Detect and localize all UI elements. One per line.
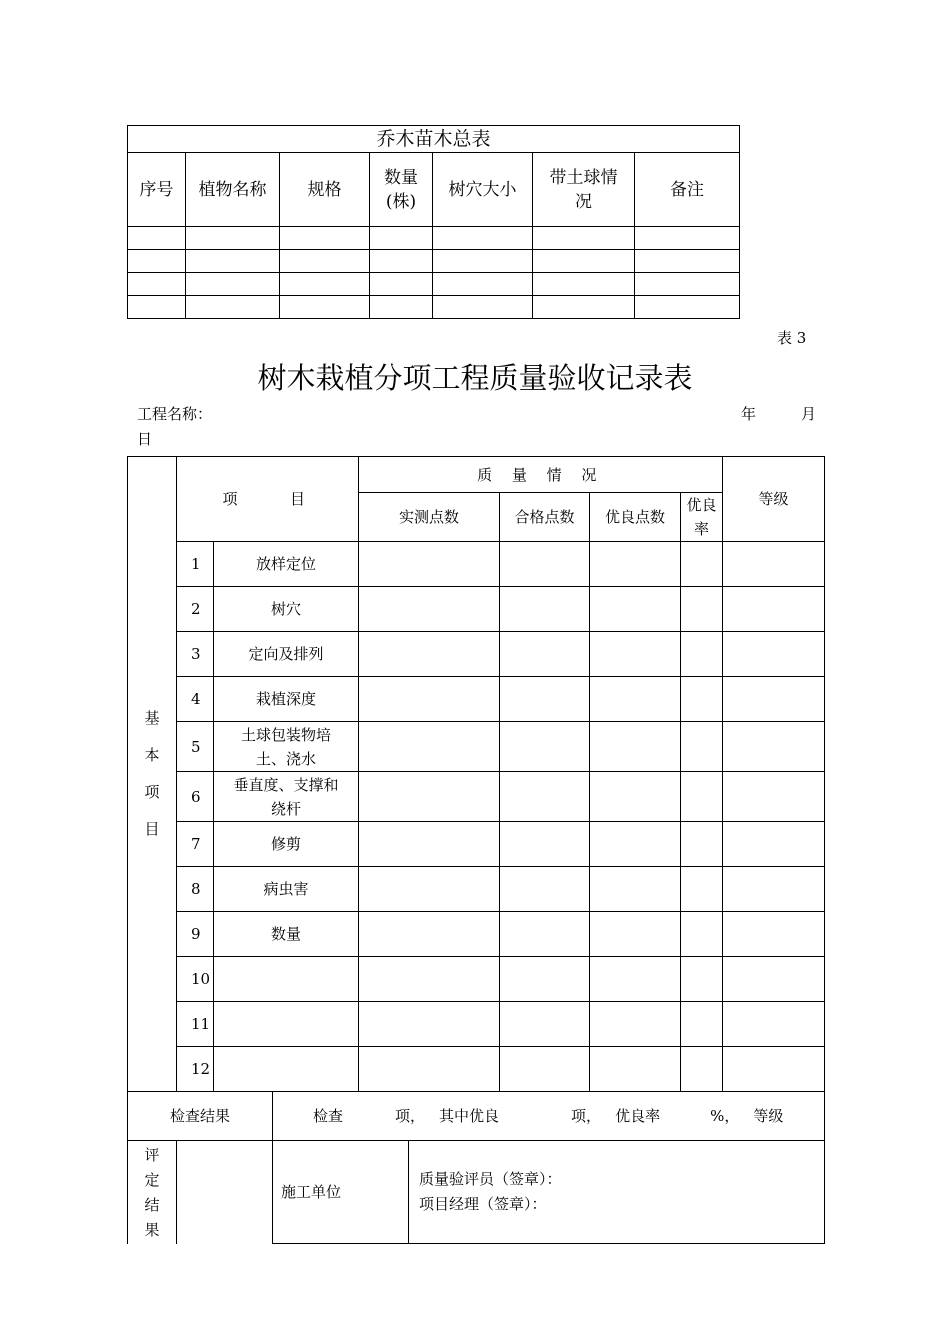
table-cell[interactable] bbox=[280, 273, 370, 296]
table-cell[interactable] bbox=[590, 912, 681, 957]
header-serial-no: 序号 bbox=[128, 153, 186, 227]
grade-header: 等级 bbox=[723, 457, 825, 542]
table-cell[interactable] bbox=[500, 957, 590, 1002]
item-name[interactable] bbox=[214, 1047, 359, 1092]
table-cell[interactable] bbox=[723, 957, 825, 1002]
table-cell[interactable] bbox=[590, 822, 681, 867]
table-cell[interactable] bbox=[681, 722, 723, 772]
evaluation-label: 评定结果 bbox=[128, 1141, 177, 1244]
table-cell[interactable] bbox=[723, 722, 825, 772]
table-cell[interactable] bbox=[280, 250, 370, 273]
table-cell[interactable] bbox=[500, 867, 590, 912]
table-cell[interactable] bbox=[681, 867, 723, 912]
table-cell[interactable] bbox=[128, 296, 186, 319]
table-cell[interactable] bbox=[681, 912, 723, 957]
tree-seedling-summary-table bbox=[127, 125, 740, 319]
item-name: 数量 bbox=[214, 912, 359, 957]
table-cell[interactable] bbox=[359, 542, 500, 587]
table-cell[interactable] bbox=[359, 1002, 500, 1047]
inspector-signature-label: 质量验评员（签章）： bbox=[419, 1170, 562, 1188]
item-no: 2 bbox=[177, 587, 214, 632]
table-cell[interactable] bbox=[500, 677, 590, 722]
table-cell[interactable] bbox=[359, 677, 500, 722]
table-cell[interactable] bbox=[723, 542, 825, 587]
date-year-label: 年 bbox=[741, 405, 757, 423]
item-name: 土球包装物培土、浇水 bbox=[214, 722, 359, 772]
table-cell[interactable] bbox=[590, 1047, 681, 1092]
table-cell[interactable] bbox=[433, 227, 533, 250]
table-cell[interactable] bbox=[590, 542, 681, 587]
table-cell[interactable] bbox=[370, 250, 433, 273]
subheader-qualified-points: 合格点数 bbox=[500, 493, 590, 542]
item-no: 10 bbox=[177, 957, 214, 1002]
table-cell[interactable] bbox=[635, 250, 740, 273]
subheader-excellent-points: 优良点数 bbox=[590, 493, 681, 542]
quality-header: 质 量 情 况 bbox=[359, 457, 723, 493]
date-month-label: 月 bbox=[801, 405, 817, 423]
header-soil-ball: 带土球情况 bbox=[533, 153, 635, 227]
table-cell[interactable] bbox=[128, 250, 186, 273]
item-no: 8 bbox=[177, 867, 214, 912]
table-cell[interactable] bbox=[635, 296, 740, 319]
table-cell[interactable] bbox=[280, 296, 370, 319]
table-cell[interactable] bbox=[723, 912, 825, 957]
item-name[interactable] bbox=[214, 1002, 359, 1047]
table-cell[interactable] bbox=[533, 273, 635, 296]
table-cell[interactable] bbox=[500, 912, 590, 957]
item-name: 垂直度、支撑和绕杆 bbox=[214, 772, 359, 822]
table-cell[interactable] bbox=[370, 273, 433, 296]
table-cell[interactable] bbox=[723, 772, 825, 822]
table-cell[interactable] bbox=[359, 632, 500, 677]
item-name: 栽植深度 bbox=[214, 677, 359, 722]
table-cell[interactable] bbox=[533, 250, 635, 273]
table-cell[interactable] bbox=[500, 722, 590, 772]
item-no: 12 bbox=[177, 1047, 214, 1092]
table-cell[interactable] bbox=[681, 772, 723, 822]
table-cell[interactable] bbox=[500, 587, 590, 632]
table-cell[interactable] bbox=[500, 1002, 590, 1047]
table-cell[interactable] bbox=[723, 1002, 825, 1047]
check-result-text: 检查 项， 其中优良 项， 优良率 %， 等级 bbox=[273, 1092, 825, 1141]
header-pit-size: 树穴大小 bbox=[433, 153, 533, 227]
table-cell[interactable] bbox=[359, 772, 500, 822]
item-name: 病虫害 bbox=[214, 867, 359, 912]
table-cell[interactable] bbox=[186, 227, 280, 250]
item-name: 定向及排列 bbox=[214, 632, 359, 677]
table-cell[interactable] bbox=[723, 587, 825, 632]
table-cell[interactable] bbox=[128, 273, 186, 296]
table-cell[interactable] bbox=[359, 1047, 500, 1092]
table-cell[interactable] bbox=[590, 632, 681, 677]
table-cell[interactable] bbox=[681, 632, 723, 677]
table-cell[interactable] bbox=[590, 677, 681, 722]
table-cell[interactable] bbox=[186, 273, 280, 296]
header-remarks: 备注 bbox=[635, 153, 740, 227]
signature-block bbox=[409, 1141, 825, 1244]
construction-unit-label: 施工单位 bbox=[273, 1141, 409, 1244]
table-cell[interactable] bbox=[359, 867, 500, 912]
table-cell[interactable] bbox=[681, 957, 723, 1002]
project-name-label: 工程名称： bbox=[137, 405, 213, 423]
table-cell[interactable] bbox=[723, 677, 825, 722]
date-day-label: 日 bbox=[137, 430, 153, 448]
evaluation-cell[interactable] bbox=[177, 1141, 273, 1244]
table-cell[interactable] bbox=[500, 542, 590, 587]
header-quantity: 数量(株) bbox=[370, 153, 433, 227]
table-cell[interactable] bbox=[590, 722, 681, 772]
record-title: 树木栽植分项工程质量验收记录表 bbox=[257, 361, 693, 395]
table-cell[interactable] bbox=[500, 1047, 590, 1092]
table-cell[interactable] bbox=[681, 1002, 723, 1047]
item-name[interactable] bbox=[214, 957, 359, 1002]
item-no: 3 bbox=[177, 632, 214, 677]
table-cell[interactable] bbox=[280, 227, 370, 250]
table-cell[interactable] bbox=[590, 957, 681, 1002]
item-no: 6 bbox=[177, 772, 214, 822]
table-cell[interactable] bbox=[635, 227, 740, 250]
manager-signature-label: 项目经理（签章）： bbox=[419, 1195, 547, 1213]
quality-acceptance-table bbox=[127, 456, 825, 1244]
table-cell[interactable] bbox=[370, 227, 433, 250]
item-no: 4 bbox=[177, 677, 214, 722]
header-plant-name: 植物名称 bbox=[186, 153, 280, 227]
table-cell[interactable] bbox=[590, 587, 681, 632]
table-cell[interactable] bbox=[635, 273, 740, 296]
table-cell[interactable] bbox=[681, 542, 723, 587]
table-cell[interactable] bbox=[723, 632, 825, 677]
item-name: 树穴 bbox=[214, 587, 359, 632]
table-cell[interactable] bbox=[681, 587, 723, 632]
table-cell[interactable] bbox=[723, 822, 825, 867]
item-no: 11 bbox=[177, 1002, 214, 1047]
item-no: 7 bbox=[177, 822, 214, 867]
table-cell[interactable] bbox=[590, 867, 681, 912]
table-cell[interactable] bbox=[359, 912, 500, 957]
table-cell[interactable] bbox=[186, 250, 280, 273]
table-cell[interactable] bbox=[723, 867, 825, 912]
item-no: 1 bbox=[177, 542, 214, 587]
table-number: 表 3 bbox=[777, 329, 807, 347]
summary-table-title: 乔木苗木总表 bbox=[128, 126, 740, 153]
table-cell[interactable] bbox=[359, 822, 500, 867]
table-cell[interactable] bbox=[681, 1047, 723, 1092]
table-cell[interactable] bbox=[681, 677, 723, 722]
subheader-excellent-rate: 优良率 bbox=[681, 493, 723, 542]
header-spec: 规格 bbox=[280, 153, 370, 227]
table-cell[interactable] bbox=[370, 296, 433, 319]
table-cell[interactable] bbox=[500, 822, 590, 867]
item-name: 修剪 bbox=[214, 822, 359, 867]
item-name: 放样定位 bbox=[214, 542, 359, 587]
item-no: 5 bbox=[177, 722, 214, 772]
item-no: 9 bbox=[177, 912, 214, 957]
table-cell[interactable] bbox=[681, 822, 723, 867]
table-cell[interactable] bbox=[723, 1047, 825, 1092]
category-basic-items: 基本项目 bbox=[128, 457, 177, 1092]
check-result-label: 检查结果 bbox=[128, 1092, 273, 1141]
table-cell[interactable] bbox=[433, 296, 533, 319]
table-cell[interactable] bbox=[590, 772, 681, 822]
table-cell[interactable] bbox=[433, 250, 533, 273]
table-cell[interactable] bbox=[590, 1002, 681, 1047]
table-cell[interactable] bbox=[433, 273, 533, 296]
table-cell[interactable] bbox=[359, 957, 500, 1002]
item-header: 项 目 bbox=[177, 457, 359, 542]
table-cell[interactable] bbox=[533, 227, 635, 250]
table-cell[interactable] bbox=[500, 632, 590, 677]
table-cell[interactable] bbox=[359, 587, 500, 632]
table-cell[interactable] bbox=[186, 296, 280, 319]
table-cell[interactable] bbox=[500, 772, 590, 822]
table-cell[interactable] bbox=[533, 296, 635, 319]
subheader-measured-points: 实测点数 bbox=[359, 493, 500, 542]
table-cell[interactable] bbox=[128, 227, 186, 250]
table-cell[interactable] bbox=[359, 722, 500, 772]
